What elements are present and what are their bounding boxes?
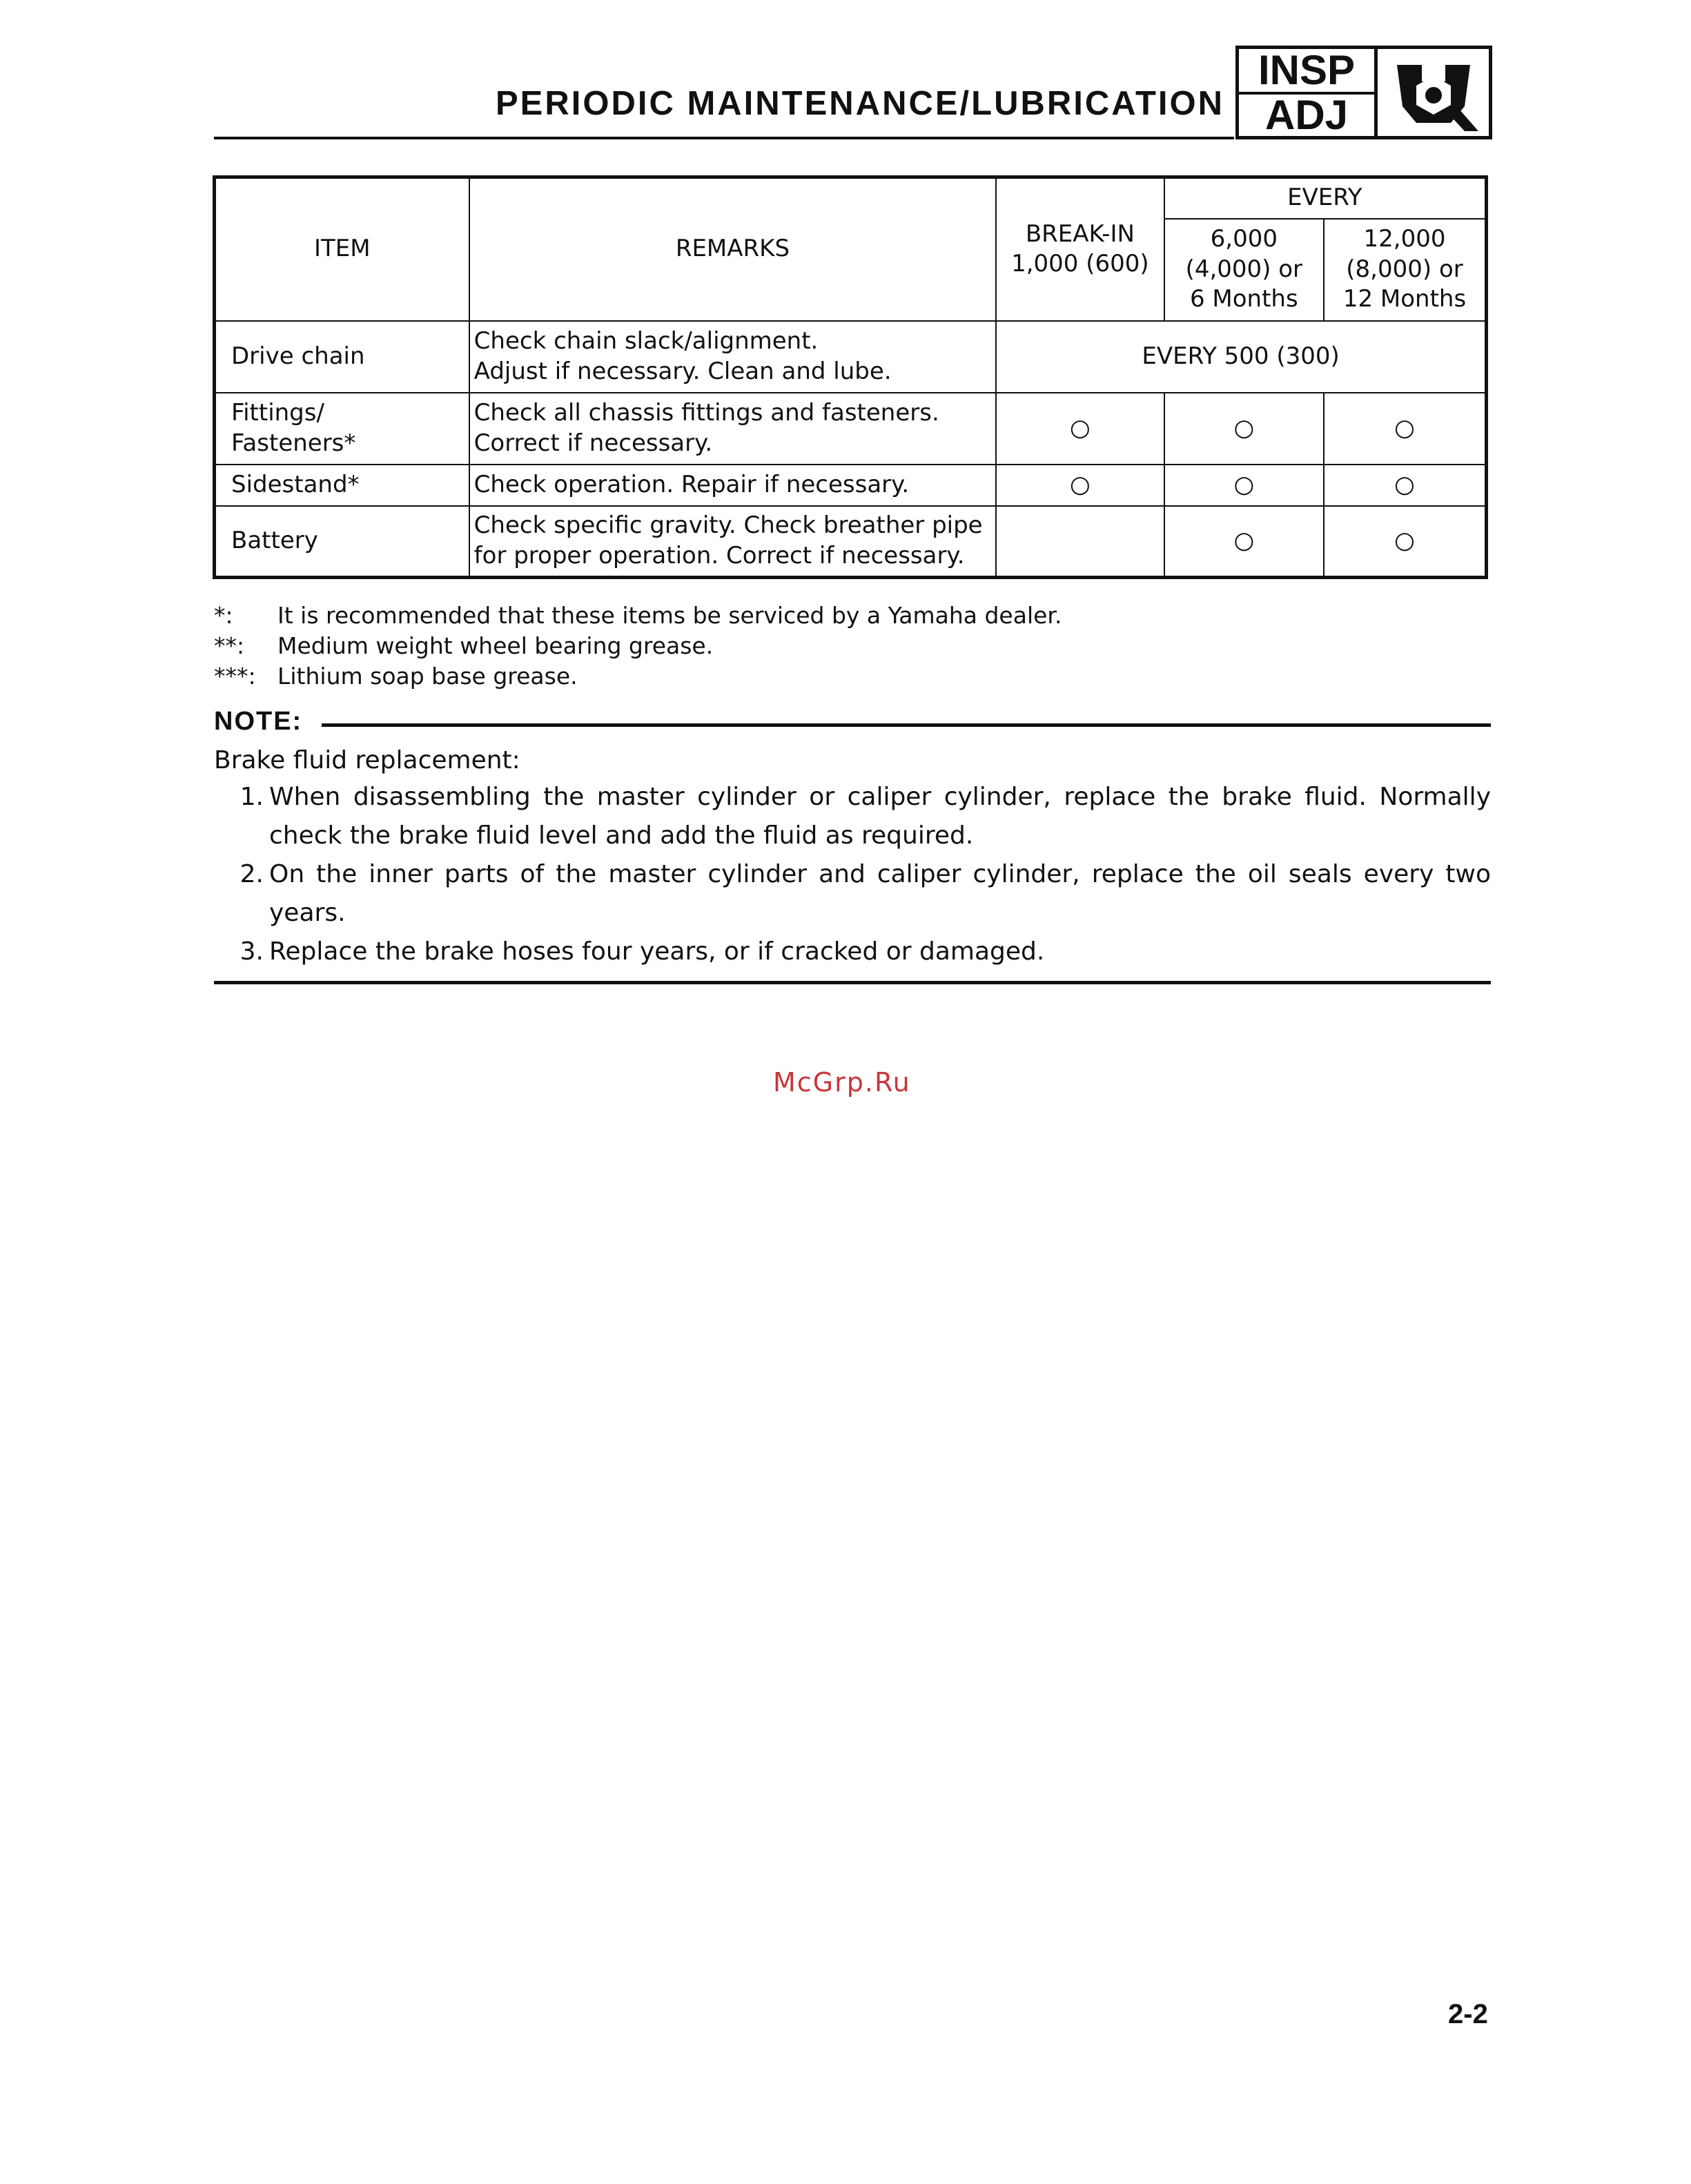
header-12000 <box>1324 219 1486 321</box>
item-battery <box>215 506 469 578</box>
check-mark: ○ <box>1324 465 1486 506</box>
check-mark: ○ <box>996 393 1164 465</box>
list-number: 2. <box>240 860 264 888</box>
remarks-drive-chain <box>469 321 997 393</box>
header-rule <box>214 137 1234 139</box>
note-intro: Brake fluid replacement: <box>214 746 520 774</box>
list-item <box>214 778 1491 855</box>
footnote-mark: **: <box>214 632 245 659</box>
break-in-line-1: BREAK-IN <box>1025 220 1135 248</box>
footnote-text: Lithium soap base grease. <box>277 663 578 690</box>
footnote-text: Medium weight wheel bearing grease. <box>277 632 714 659</box>
wrench-nut-icon <box>1378 49 1489 136</box>
remarks-line: Check chain slack/alignment. <box>473 326 819 355</box>
watermark: McGrp.Ru <box>773 1067 911 1098</box>
item-line: Battery <box>231 526 318 554</box>
note-label: NOTE: <box>214 707 303 736</box>
footnotes <box>214 601 1062 692</box>
footnote-text: It is recommended that these items be serviced by a Yamaha dealer. <box>277 602 1062 629</box>
header-item: ITEM <box>215 177 469 321</box>
check-mark: ○ <box>1164 506 1324 578</box>
interval-drive-chain <box>996 321 1486 393</box>
item-sidestand <box>215 465 469 506</box>
footnote-mark: ***: <box>214 663 256 690</box>
note-header <box>214 707 1491 737</box>
item-line: Sidestand* <box>231 470 360 498</box>
list-number: 1. <box>240 783 264 811</box>
remarks-battery <box>469 506 997 578</box>
item-line: Drive chain <box>231 342 365 370</box>
interval-12000-line-3: 12 Months <box>1342 285 1467 313</box>
check-mark: ○ <box>996 465 1164 506</box>
badge-adj-label: ADJ <box>1264 92 1349 138</box>
remarks-line: Check specific gravity. Check breather pipe <box>473 511 983 540</box>
list-item <box>214 933 1491 971</box>
table-row <box>215 321 1487 393</box>
header-break-in <box>996 177 1164 321</box>
remarks-line: for proper operation. Correct if necessary. <box>473 541 965 569</box>
check-mark <box>996 506 1164 578</box>
badge-text <box>1239 49 1378 136</box>
remarks-line: Correct if necessary. <box>473 429 713 457</box>
remarks-line: Check all chassis fittings and fasteners. <box>473 398 939 427</box>
check-mark: ○ <box>1324 393 1486 465</box>
interval-text: EVERY 500 (300) <box>1142 342 1340 370</box>
list-text: Replace the brake hoses four years, or if cracked or damaged. <box>269 937 1045 966</box>
footnote <box>214 601 1062 631</box>
list-text: On the inner parts of the master cylinder and caliper cylinder, replace the oil seals every two years. <box>269 860 1491 927</box>
list-item <box>214 855 1491 933</box>
page-number: 2-2 <box>1448 1999 1488 2029</box>
footnote-mark: *: <box>214 602 233 629</box>
badge-insp-label: INSP <box>1239 49 1374 95</box>
check-mark: ○ <box>1324 506 1486 578</box>
section-badge <box>1235 46 1492 139</box>
footnote <box>214 631 1062 661</box>
check-mark: ○ <box>1164 465 1324 506</box>
remarks-fittings <box>469 393 997 465</box>
item-line: Fasteners* <box>231 429 356 457</box>
interval-6000-line-3: 6 Months <box>1189 285 1298 313</box>
item-fittings <box>215 393 469 465</box>
header-6000 <box>1164 219 1324 321</box>
maintenance-table <box>213 175 1488 579</box>
remarks-line: Check operation. Repair if necessary. <box>473 470 910 498</box>
list-number: 3. <box>240 937 264 966</box>
table-row <box>215 506 1487 578</box>
interval-6000-line-2: (4,000) or <box>1185 255 1303 283</box>
interval-12000-line-1: 12,000 <box>1363 225 1446 253</box>
item-drive-chain <box>215 321 469 393</box>
note-rule <box>322 723 1491 727</box>
header-every: EVERY <box>1164 177 1487 219</box>
note-end-rule <box>214 981 1491 984</box>
list-text: When disassembling the master cylinder or caliper cylinder, replace the brake fluid. Normally check the brake fluid level and add the fluid as required. <box>269 783 1491 850</box>
footnote <box>214 661 1062 692</box>
interval-6000-line-1: 6,000 <box>1210 225 1278 253</box>
check-mark: ○ <box>1164 393 1324 465</box>
interval-12000-line-2: (8,000) or <box>1346 255 1463 283</box>
note-box <box>214 707 1491 984</box>
header-remarks: REMARKS <box>469 177 997 321</box>
remarks-sidestand <box>469 465 997 506</box>
table-row <box>215 393 1487 465</box>
table-row <box>215 465 1487 506</box>
item-line: Fittings/ <box>231 398 324 427</box>
remarks-line: Adjust if necessary. Clean and lube. <box>473 357 892 385</box>
note-list <box>214 778 1491 971</box>
page-title: PERIODIC MAINTENANCE/LUBRICATION <box>496 85 1225 122</box>
break-in-line-2: 1,000 (600) <box>1011 250 1149 278</box>
